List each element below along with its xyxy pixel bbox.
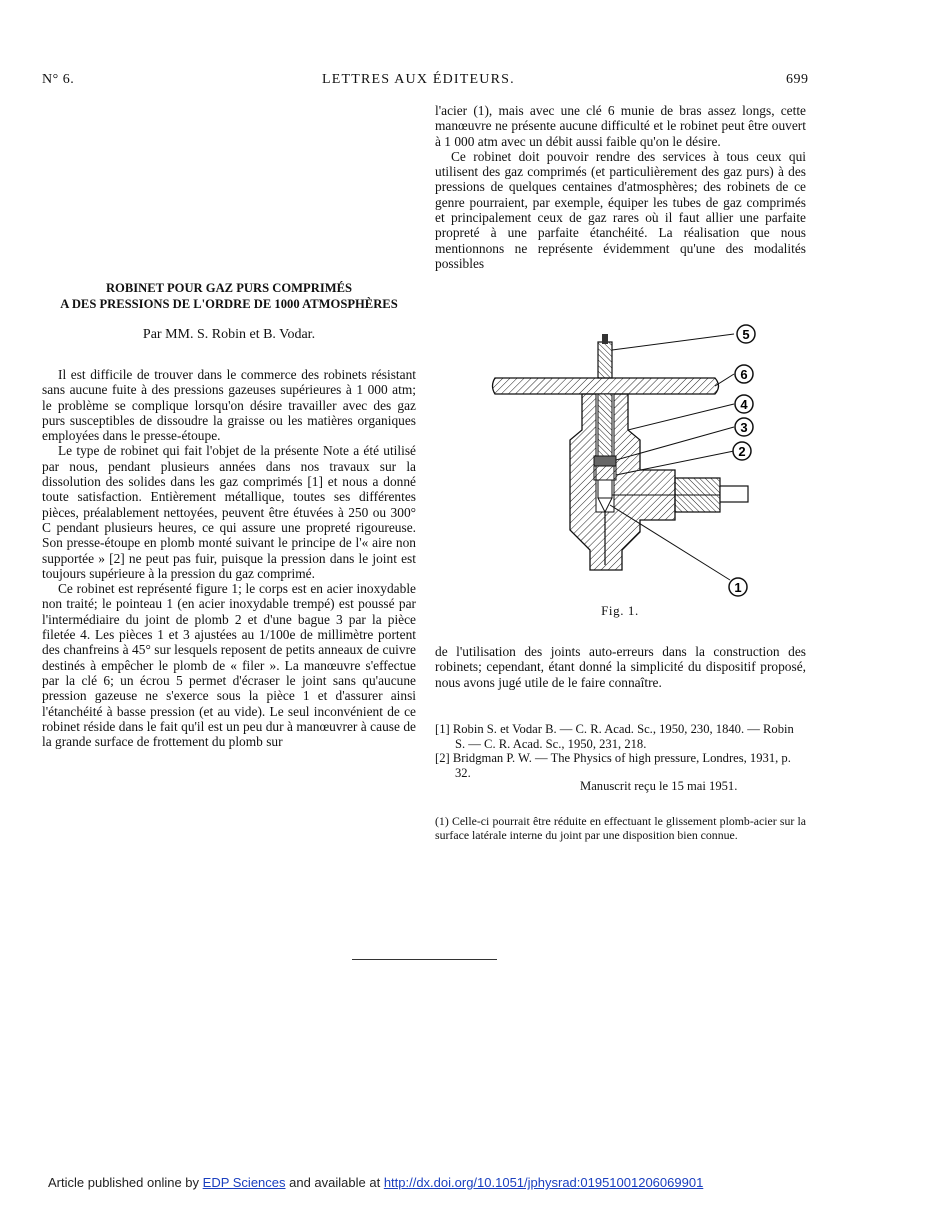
valve-body: [570, 394, 675, 570]
screw-top: [602, 334, 608, 344]
paragraph: Ce robinet est représenté figure 1; le corps est en acier inoxydable non traité; le pointeau 1 (en acier inoxydable trempé) est poussé par l'intermédiaire du joint de plomb 2 et d'une bague 3 par la pièce filetée 4. Les pièces 1 et 3 ajustées au 1/100e de millimètre portent des chanfreins à 45° sur lesquels reposent de petits anneaux de cuivre destinés à empêcher le plomb de « filer ». La manœuvre s'effectue par la clé 6; un écrou 5 permet d'écraser le joint sans qu'aucune pression gazeuse ne s'exerce sous la pièce 1 et d'assurer ainsi l'étanchéité à basse pression (et au vide). Le seul inconvénient de ce robinet réside dans le fait qu'il est un peu dur à manœuvrer à cause de la grande surface de frottement du plomb sur: [42, 581, 416, 750]
publisher-link[interactable]: EDP Sciences: [202, 1175, 286, 1190]
authors: Par MM. S. Robin et B. Vodar.: [142, 327, 316, 342]
references: [435, 722, 806, 780]
received-date: Manuscrit reçu le 15 mai 1951.: [580, 779, 738, 793]
needle: [598, 480, 612, 498]
footnote: (1) Celle-ci pourrait être réduite en effectuant le glissement plomb-acier sur la surface latérale interne du joint par une disposition bien connue.: [435, 814, 806, 842]
callout-label: 6: [740, 367, 748, 382]
doi-link[interactable]: http://dx.doi.org/10.1051/jphysrad:01951001206069901: [383, 1175, 704, 1190]
callout-label: 3: [740, 420, 748, 435]
running-head-title: LETTRES AUX ÉDITEURS.: [322, 72, 515, 87]
reference-item: [2] Bridgman P. W. — The Physics of high pressure, Londres, 1931, p. 32.: [435, 751, 791, 780]
ring: [594, 456, 616, 466]
lead-joint: [594, 466, 616, 480]
running-head-number: N° 6.: [42, 72, 75, 87]
callout-label: 4: [740, 397, 748, 412]
nut: [598, 342, 612, 378]
paragraph: de l'utilisation des joints auto-erreurs dans la construction des robinets; cependant, étant donné la simplicité du dispositif proposé, nous avons jugé utile de le faire connaître.: [435, 644, 806, 690]
left-column: [42, 367, 416, 749]
paragraph: l'acier (1), mais avec une clé 6 munie de bras assez longs, cette manœuvre ne présente aucune difficulté et le robinet peut être ouvert à 1 000 atm avec un débit aussi faible qu'on le désire.: [435, 103, 806, 149]
footer-prefix: Article published online by: [48, 1175, 203, 1190]
right-column-bottom: [435, 644, 806, 690]
right-column-top: [435, 103, 806, 271]
reference-item: [1] Robin S. et Vodar B. — C. R. Acad. Sc., 1950, 230, 1840. — Robin S. — C. R. Acad. Sc., 1950, 231, 218.: [435, 722, 794, 751]
article-title: [42, 280, 416, 312]
paragraph: Il est difficile de trouver dans le commerce des robinets résistant sans aucune fuite à des pressions gazeuses supérieures à 1 000 atm; le problème se complique lorsqu'on désire travailler avec des gaz purs susceptibles de dissoudre la graisse ou les matières organiques employées dans le presse-étoupe.: [42, 367, 416, 444]
threaded-piece: [598, 394, 612, 456]
paragraph: Ce robinet doit pouvoir rendre des services à tous ceux qui utilisent des gaz comprimés (et particulièrement des gaz purs) à des pressions de quelques centaines d'atmosphères; des robinets de ce genre pourraient, par exemple, équiper les tubes de gaz comprimés et principalement ceux de gaz rares où il faut allier une parfaite propreté à une parfaite étanchéité. La réalisation que nous mentionnons ne représente évidemment qu'une des modalités possibles: [435, 148, 806, 271]
callout-label: 1: [734, 580, 742, 595]
callout-label: 2: [738, 444, 746, 459]
callout-label: 5: [742, 327, 750, 342]
publication-footer: [48, 1175, 703, 1190]
figure-caption: Fig. 1.: [601, 603, 639, 618]
footer-middle: and available at: [285, 1175, 384, 1190]
title-line: ROBINET POUR GAZ PURS COMPRIMÉS: [105, 281, 353, 295]
paragraph: Le type de robinet qui fait l'objet de la présente Note a été utilisé par nous, pendant plusieurs années dans nos travaux sur la dissolution des solides dans les gaz comprimés [1] et nous a donné toute satisfaction. Entièrement métallique, toutes ses différentes pièces, préalablement nettoyées, peuvent être étuvées à 250 ou 300° C pendant plusieurs heures, ce qui assure une propreté rigoureuse. Son presse-étoupe en plomb monté suivant le principe de l'« aire non supportée » [2] ne peut pas fuir, puisque la pression dans le joint est toujours supérieure à la pression du gaz comprimé.: [42, 443, 416, 581]
valve-figure: [490, 320, 765, 605]
key-handle: [493, 378, 719, 394]
footer-rule: [352, 959, 497, 960]
title-line: A DES PRESSIONS DE L'ORDRE DE 1000 ATMOSPHÈRES: [60, 297, 398, 311]
page-number: 699: [786, 72, 809, 87]
